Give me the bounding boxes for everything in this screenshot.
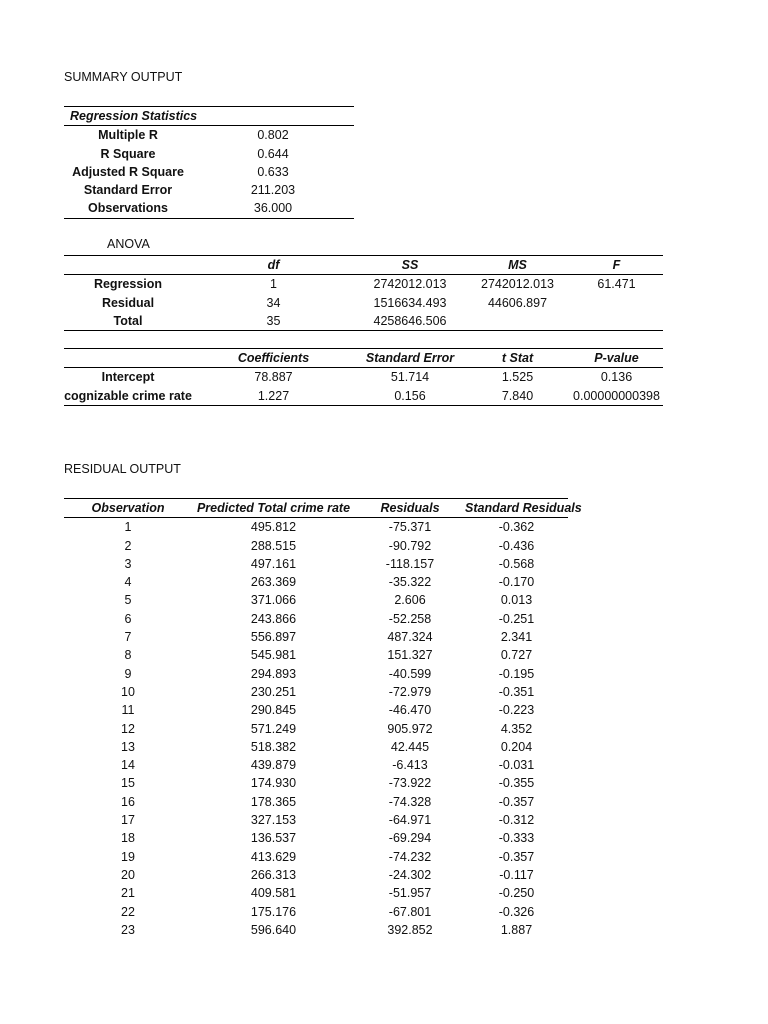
observation-number: 7	[124, 630, 132, 645]
residual-value: -72.979	[388, 684, 432, 699]
observation-number: 11	[121, 703, 135, 718]
residual-value: 392.852	[387, 922, 433, 937]
residual-value: -64.971	[388, 813, 432, 828]
observation-number: 20	[121, 867, 135, 882]
residual-header-observation: Observation	[64, 499, 192, 518]
stat-label: Observations	[64, 199, 192, 218]
residual-row	[64, 665, 568, 683]
standard-residual-value: -0.251	[498, 611, 535, 626]
stat-label: Multiple R	[98, 128, 158, 143]
standard-residual-value: 0.204	[500, 739, 533, 754]
residual-value: -35.322	[388, 575, 432, 590]
observation-number: 14	[121, 758, 135, 773]
residual-row	[64, 537, 568, 555]
anova-header-ss: SS	[355, 256, 465, 275]
stat-value: 0.644	[257, 146, 289, 161]
coef-row-label: Intercept	[101, 370, 155, 385]
observation-number: 21	[121, 886, 135, 901]
coef-row	[64, 368, 663, 387]
residual-value: 42.445	[390, 739, 430, 754]
standard-residual-value: -0.357	[498, 849, 535, 864]
anova-ms: 44606.897	[487, 295, 548, 310]
predicted-value: 439.879	[250, 758, 297, 773]
coef-header-t-stat: t Stat	[465, 349, 570, 368]
coef-p: 0.00000000398	[570, 387, 663, 406]
residual-header-standard-residuals: Standard Residuals	[465, 499, 568, 518]
predicted-value: 230.251	[250, 684, 297, 699]
anova-ss: 4258646.506	[355, 312, 465, 331]
observation-number: 13	[121, 739, 135, 754]
stat-label: Standard Error	[83, 183, 173, 198]
residual-title: RESIDUAL OUTPUT	[64, 462, 181, 476]
stat-row	[64, 126, 354, 145]
predicted-value: 495.812	[250, 520, 297, 535]
residual-row	[64, 793, 568, 811]
summary-title: SUMMARY OUTPUT	[64, 70, 183, 84]
stat-label: Adjusted R Square	[72, 164, 184, 179]
anova-title: ANOVA	[107, 237, 150, 251]
stat-value: 36.000	[192, 199, 354, 218]
observation-number: 1	[124, 520, 132, 535]
standard-residual-value: -0.031	[498, 758, 535, 773]
residual-row	[64, 848, 568, 866]
residual-row	[64, 738, 568, 756]
residual-table	[64, 498, 582, 939]
residual-value: 151.327	[387, 648, 433, 663]
predicted-value: 294.893	[250, 666, 297, 681]
residual-value: -75.371	[388, 520, 432, 535]
standard-residual-value: -0.357	[498, 794, 535, 809]
residual-row	[64, 866, 568, 884]
residual-row	[64, 884, 568, 902]
standard-residual-value: 0.727	[500, 648, 533, 663]
anova-df: 35	[192, 312, 355, 331]
predicted-value: 266.313	[250, 867, 297, 882]
observation-number: 9	[124, 666, 132, 681]
predicted-value: 136.537	[250, 831, 297, 846]
standard-residual-value: 0.013	[500, 593, 533, 608]
coef-se: 51.714	[390, 370, 430, 385]
residual-row	[64, 701, 568, 719]
residual-header-residuals: Residuals	[355, 499, 465, 518]
coef-t: 7.840	[465, 387, 570, 406]
anova-f	[570, 312, 663, 331]
residual-row	[64, 555, 568, 573]
anova-f: 61.471	[597, 277, 636, 292]
residual-value: 2.606	[394, 593, 426, 608]
standard-residual-value: -0.362	[498, 520, 535, 535]
observation-number: 5	[124, 593, 132, 608]
coef-header-standard-error: Standard Error	[355, 349, 465, 368]
predicted-value: 497.161	[250, 556, 297, 571]
coef-p: 0.136	[600, 370, 633, 385]
standard-residual-value: 2.341	[500, 630, 533, 645]
residual-row	[64, 921, 568, 939]
anova-ms	[465, 312, 570, 331]
regression-statistics-table	[64, 106, 354, 219]
coef-header-p-value: P-value	[570, 349, 663, 368]
stat-value: 211.203	[250, 183, 296, 198]
residual-value: -67.801	[388, 904, 432, 919]
predicted-value: 243.866	[250, 611, 297, 626]
standard-residual-value: -0.326	[498, 904, 535, 919]
anova-row	[64, 312, 663, 331]
standard-residual-value: -0.223	[498, 703, 535, 718]
predicted-value: 174.930	[250, 776, 297, 791]
residual-row	[64, 903, 568, 921]
stat-label: R Square	[100, 146, 156, 161]
residual-value: -74.232	[388, 849, 432, 864]
residual-row	[64, 811, 568, 829]
standard-residual-value: -0.568	[498, 556, 535, 571]
stat-row	[64, 199, 354, 218]
residual-value: -69.294	[388, 831, 432, 846]
stat-row	[64, 181, 354, 199]
residual-row	[64, 573, 568, 591]
residual-value: -46.470	[388, 703, 432, 718]
stat-row	[64, 163, 354, 181]
anova-row-label: Residual	[101, 295, 155, 310]
observation-number: 16	[121, 794, 135, 809]
observation-number: 10	[121, 684, 135, 699]
coef-value: 78.887	[254, 370, 293, 385]
residual-row	[64, 756, 568, 774]
residual-value: -24.302	[388, 867, 432, 882]
residual-value: 905.972	[387, 721, 433, 736]
residual-value: -74.328	[388, 794, 432, 809]
observation-number: 23	[121, 922, 135, 937]
predicted-value: 290.845	[250, 703, 297, 718]
anova-ss: 1516634.493	[373, 295, 447, 310]
residual-value: -73.922	[388, 776, 432, 791]
predicted-value: 178.365	[250, 794, 297, 809]
observation-number: 12	[121, 721, 135, 736]
observation-number: 6	[124, 611, 132, 626]
predicted-value: 409.581	[250, 886, 297, 901]
coef-header-coefficients: Coefficients	[192, 349, 355, 368]
stat-row	[64, 145, 354, 163]
residual-row	[64, 518, 568, 537]
anova-row	[64, 275, 663, 294]
predicted-value: 327.153	[250, 813, 297, 828]
anova-ms: 2742012.013	[481, 277, 554, 292]
residual-value: -52.258	[388, 611, 432, 626]
coef-t: 1.525	[501, 370, 534, 385]
predicted-value: 556.897	[250, 630, 297, 645]
residual-value: 487.324	[387, 630, 433, 645]
anova-f	[570, 294, 663, 312]
residual-row	[64, 720, 568, 738]
standard-residual-value: -0.355	[498, 776, 535, 791]
residual-row	[64, 628, 568, 646]
residual-value: -118.157	[385, 556, 435, 571]
coef-row-label: cognizable crime rate	[64, 387, 192, 406]
residual-value: -6.413	[392, 758, 428, 773]
residual-row	[64, 683, 568, 701]
anova-row	[64, 294, 663, 312]
predicted-value: 413.629	[250, 849, 297, 864]
standard-residual-value: -0.195	[498, 666, 535, 681]
observation-number: 8	[124, 648, 132, 663]
anova-df: 34	[266, 295, 281, 310]
standard-residual-value: -0.170	[498, 575, 535, 590]
residual-row	[64, 774, 568, 792]
standard-residual-value: 1.887	[500, 922, 533, 937]
predicted-value: 571.249	[250, 721, 297, 736]
anova-table	[64, 255, 663, 331]
anova-header-f: F	[570, 256, 663, 275]
standard-residual-value: -0.312	[498, 813, 535, 828]
coef-se: 0.156	[355, 387, 465, 406]
observation-number: 3	[124, 556, 132, 571]
anova-df: 1	[270, 277, 277, 292]
standard-residual-value: -0.117	[499, 867, 534, 882]
anova-ss: 2742012.013	[373, 277, 447, 292]
predicted-value: 596.640	[250, 922, 297, 937]
observation-number: 15	[121, 776, 135, 791]
observation-number: 17	[121, 813, 135, 828]
standard-residual-value: 4.352	[500, 721, 533, 736]
observation-number: 22	[121, 904, 135, 919]
standard-residual-value: -0.436	[498, 538, 535, 553]
residual-row	[64, 591, 568, 609]
residual-row	[64, 646, 568, 664]
residual-row	[64, 610, 568, 628]
predicted-value: 263.369	[250, 575, 297, 590]
residual-value: -51.957	[388, 886, 432, 901]
predicted-value: 288.515	[250, 538, 297, 553]
observation-number: 18	[121, 831, 135, 846]
anova-row-label: Total	[64, 312, 192, 331]
predicted-value: 518.382	[250, 739, 297, 754]
stat-value: 0.802	[257, 128, 289, 143]
predicted-value: 175.176	[250, 904, 297, 919]
standard-residual-value: -0.351	[498, 684, 535, 699]
stat-value: 0.633	[257, 164, 289, 179]
observation-number: 2	[124, 538, 132, 553]
residual-value: -90.792	[388, 538, 432, 553]
residual-row	[64, 829, 568, 847]
coef-value: 1.227	[192, 387, 355, 406]
coefficients-table	[64, 348, 663, 406]
predicted-value: 545.981	[250, 648, 297, 663]
standard-residual-value: -0.250	[498, 886, 535, 901]
observation-number: 4	[124, 575, 132, 590]
standard-residual-value: -0.333	[498, 831, 535, 846]
residual-header-predicted: Predicted Total crime rate	[192, 499, 355, 518]
anova-row-label: Regression	[93, 277, 163, 292]
observation-number: 19	[121, 849, 135, 864]
anova-header-ms: MS	[465, 256, 570, 275]
coef-row	[64, 387, 663, 406]
anova-header-df: df	[192, 256, 355, 275]
predicted-value: 371.066	[250, 593, 297, 608]
regression-statistics-header: Regression Statistics	[64, 107, 192, 126]
residual-value: -40.599	[388, 666, 432, 681]
